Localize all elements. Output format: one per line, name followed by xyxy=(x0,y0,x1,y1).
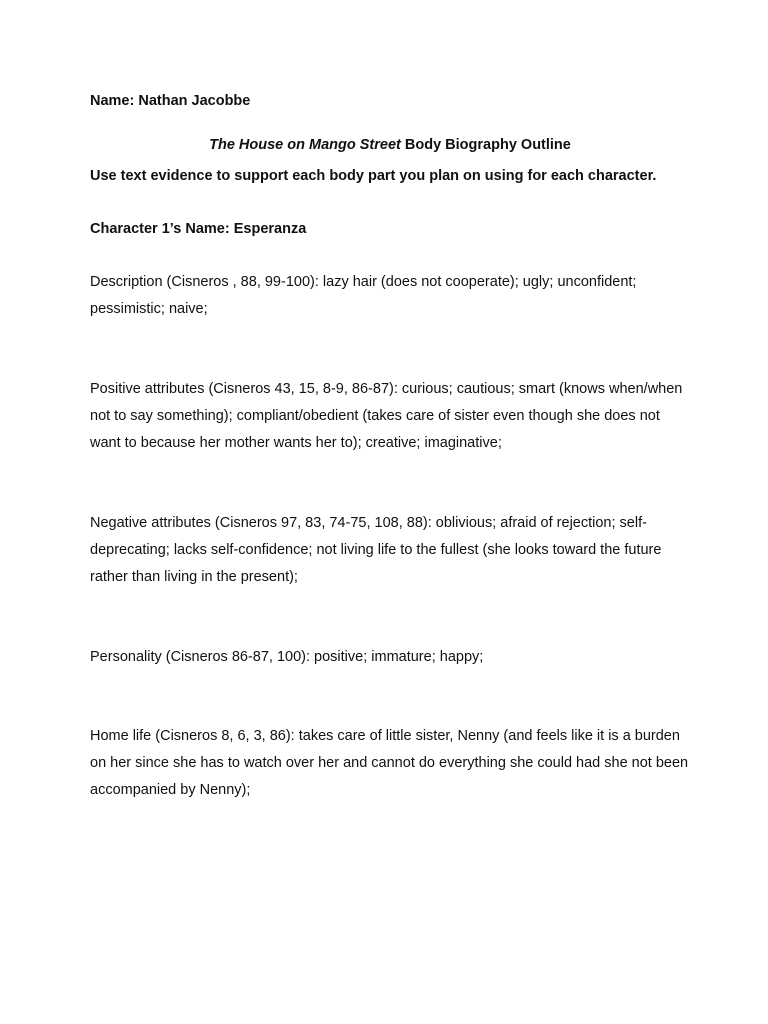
document-title xyxy=(90,132,690,159)
section-personality: Personality (Cisneros 86-87, 100): positive; immature; happy; xyxy=(90,649,484,665)
title-suffix: Body Biography Outline xyxy=(400,137,571,153)
section-positive-attributes: Positive attributes (Cisneros 43, 15, 8-9, 86-87): curious; cautious; smart (knows when/when not to say something); compliant/obedient (takes care of sister even though she does not want to because her mother wants her to); creative; imaginative; xyxy=(90,381,683,451)
character-name: Character 1’s Name: Esperanza xyxy=(90,221,307,237)
instructions: Use text evidence to support each body part you plan on using for each character. xyxy=(90,168,657,184)
section-home-life: Home life (Cisneros 8, 6, 3, 86): takes care of little sister, Nenny (and feels like it is a burden on her since she has to watch over her and cannot do everything she could had she not been accompanied by Nenny); xyxy=(90,728,689,798)
document-body xyxy=(90,88,690,804)
student-name: Name: Nathan Jacobbe xyxy=(90,93,251,109)
section-description: Description (Cisneros , 88, 99-100): lazy hair (does not cooperate); ugly; unconfident; pessimistic; naive; xyxy=(90,274,637,317)
book-title: The House on Mango Street xyxy=(209,137,401,153)
section-negative-attributes: Negative attributes (Cisneros 97, 83, 74-75, 108, 88): oblivious; afraid of rejection; self-deprecating; lacks self-confidence; not living life to the fullest (she looks toward the future rather than living in the present); xyxy=(90,515,662,585)
